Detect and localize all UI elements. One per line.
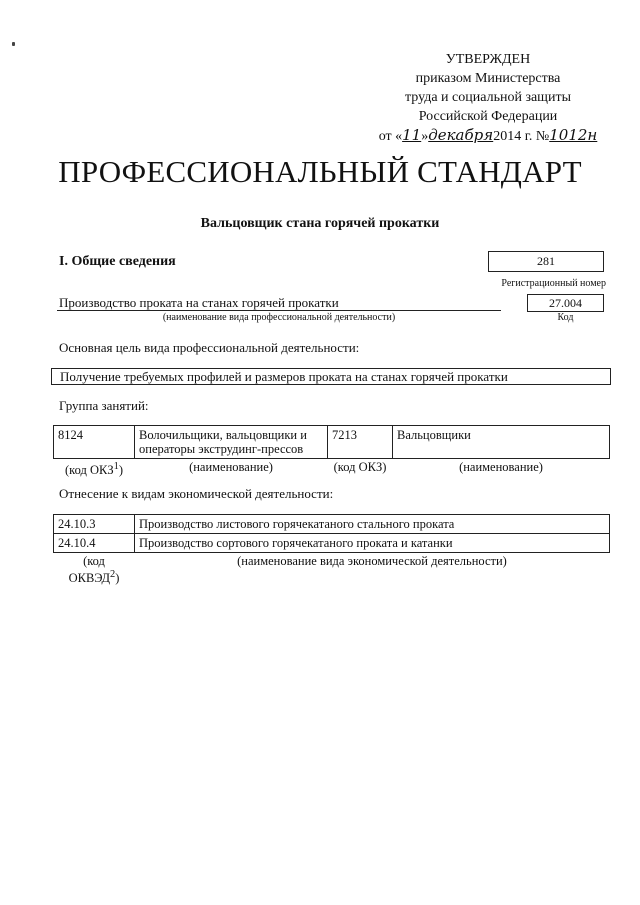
document-title: ПРОФЕССИОНАЛЬНЫЙ СТАНДАРТ	[58, 154, 582, 189]
registration-number-caption: Регистрационный номер	[501, 278, 606, 289]
occupation-group-table	[53, 425, 610, 479]
occupation-name-caption-1: (наименование)	[189, 460, 273, 474]
okz-code-caption-2: (код ОКЗ)	[333, 460, 387, 474]
registration-number-box: 281	[488, 251, 604, 272]
caption-row	[54, 553, 610, 588]
order-number: 1012н	[549, 126, 598, 144]
section-heading: I. Общие сведения	[59, 254, 176, 269]
caption-text: (код ОКВЭД	[68, 554, 111, 586]
caption-row	[54, 459, 610, 480]
caption-text: )	[118, 463, 123, 478]
approval-block	[378, 50, 598, 146]
scan-speck	[12, 42, 15, 46]
footnote-mark: 2	[110, 569, 116, 580]
activity-kind-underline	[57, 310, 501, 311]
order-day: 11	[402, 126, 422, 144]
approval-line-federation: Российской Федерации	[418, 109, 558, 124]
approval-line-order: приказом Министерства	[415, 71, 561, 86]
econ-activity-name: Производство сортового горячекатаного проката и катанки	[135, 534, 610, 553]
okved-code-caption	[54, 553, 135, 588]
econ-activity-name-caption: (наименование вида экономической деятельности)	[237, 554, 507, 568]
econ-activity-table	[53, 514, 610, 587]
occupation-group-label: Группа занятий:	[59, 398, 149, 413]
activity-code-box: 27.004	[527, 294, 604, 312]
activity-kind-caption: (наименование вида профессиональной деятельности)	[162, 312, 396, 323]
okved-code: 24.10.3	[54, 515, 135, 534]
okz-code-caption-1	[54, 459, 135, 480]
occupation-name-caption-2: (наименование)	[459, 460, 543, 474]
order-year: 2014 г. №	[493, 129, 550, 144]
order-mid: »	[421, 129, 429, 144]
econ-activity-name: Производство листового горячекатаного стального проката	[135, 515, 610, 534]
approval-heading: УТВЕРЖДЕН	[445, 52, 531, 67]
table-row	[54, 426, 610, 459]
econ-activity-label: Отнесение к видам экономической деятельности:	[59, 486, 334, 501]
table-row	[54, 515, 610, 534]
okz-code-2: 7213	[328, 426, 393, 459]
goal-box: Получение требуемых профилей и размеров проката на станах горячей прокатки	[51, 368, 611, 385]
occupation-name-1: Волочильщики, вальцовщики и операторы экструдинг-прессов	[135, 426, 328, 459]
order-month: декабря	[428, 126, 494, 144]
caption-text: (код ОКЗ	[65, 463, 114, 478]
occupation-name-2: Вальцовщики	[393, 426, 610, 459]
footnote-mark: 1	[113, 461, 119, 472]
order-prefix: от «	[378, 129, 403, 144]
table-row	[54, 534, 610, 553]
goal-label: Основная цель вида профессиональной деятельности:	[59, 340, 360, 355]
caption-text: )	[115, 571, 120, 586]
okved-code: 24.10.4	[54, 534, 135, 553]
activity-code-caption: Код	[557, 312, 574, 323]
approval-order-date	[378, 126, 598, 146]
approval-line-ministry: труда и социальной защиты	[405, 90, 571, 105]
document-subtitle: Вальцовщик стана горячей прокатки	[200, 216, 440, 231]
okz-code-1: 8124	[54, 426, 135, 459]
activity-kind: Производство проката на станах горячей прокатки	[59, 295, 339, 310]
